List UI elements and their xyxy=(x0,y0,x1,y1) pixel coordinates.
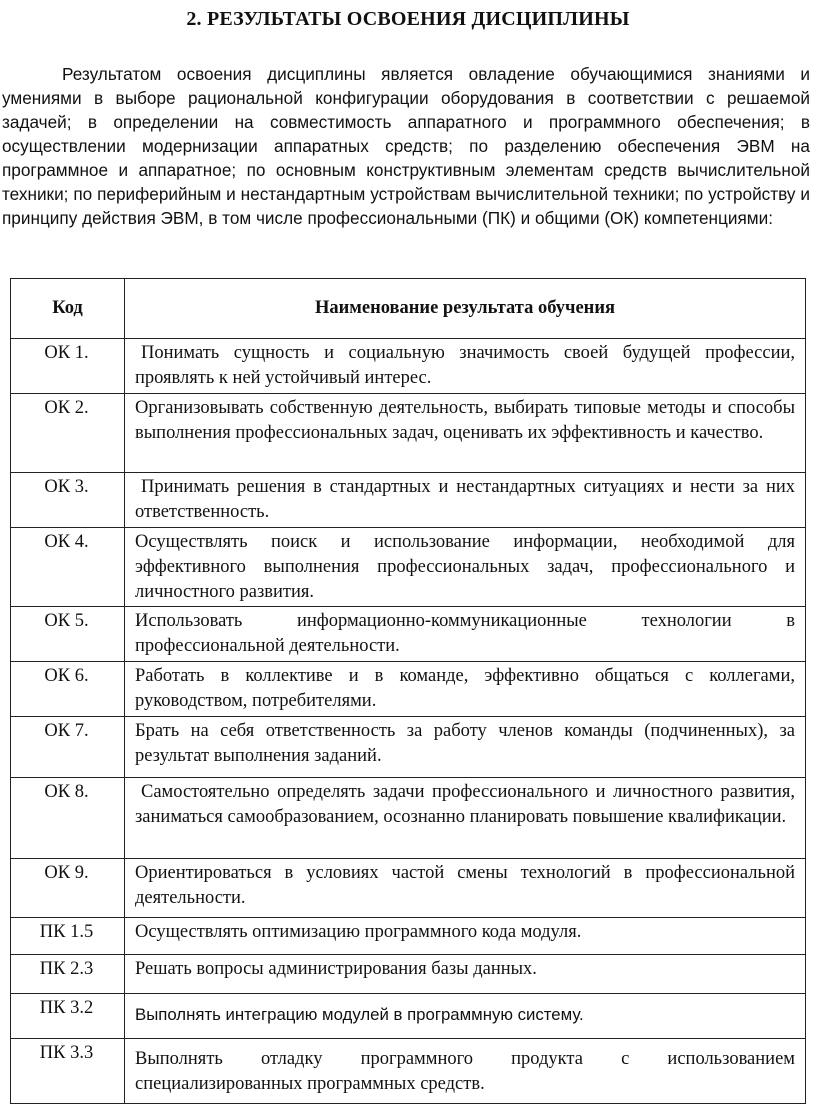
competency-code: ПК 2.3 xyxy=(11,955,125,994)
table-row xyxy=(11,662,806,717)
competency-code: ОК 1. xyxy=(11,339,125,394)
competency-description: Ориентироваться в условиях частой смены технологий в профессиональной деятельности. xyxy=(125,859,806,918)
competency-code: ПК 3.2 xyxy=(11,994,125,1039)
competency-code: ОК 3. xyxy=(11,473,125,528)
competency-description: Понимать сущность и социальную значимость своей будущей профессии, проявлять к ней устойчивый интерес. xyxy=(125,339,806,394)
table-row xyxy=(11,717,806,778)
competency-description: Выполнять интеграцию модулей в программную систему. xyxy=(125,994,806,1039)
competency-description: Брать на себя ответственность за работу членов команды (подчиненных), за результат выполнения заданий. xyxy=(125,717,806,778)
learning-results-table xyxy=(10,278,806,1104)
competency-description: Выполнять отладку программного продукта с использованием специализированных программных средств. xyxy=(125,1039,806,1104)
section-heading: 2. РЕЗУЛЬТАТЫ ОСВОЕНИЯ ДИСЦИПЛИНЫ xyxy=(186,8,630,30)
table-row xyxy=(11,394,806,473)
competency-code: ОК 7. xyxy=(11,717,125,778)
competency-code: ПК 3.3 xyxy=(11,1039,125,1104)
table-row xyxy=(11,528,806,607)
competency-description: Организовывать собственную деятельность, выбирать типовые методы и способы выполнения профессиональных задач, оценивать их эффективность и качество. xyxy=(125,394,806,473)
table-row xyxy=(11,955,806,994)
table-row xyxy=(11,339,806,394)
table-row xyxy=(11,994,806,1039)
table-row xyxy=(11,1039,806,1104)
table-row xyxy=(11,859,806,918)
competency-code: ОК 2. xyxy=(11,394,125,473)
competency-description: Работать в коллективе и в команде, эффективно общаться с коллегами, руководством, потребителями. xyxy=(125,662,806,717)
table-row xyxy=(11,607,806,662)
table-row xyxy=(11,918,806,955)
competency-description: Осуществлять поиск и использование информации, необходимой для эффективного выполнения профессиональных задач, профессионального и личностного развития. xyxy=(125,528,806,607)
competency-code: ОК 5. xyxy=(11,607,125,662)
column-header-result: Наименование результата обучения xyxy=(125,279,806,339)
competency-description: Использовать информационно-коммуникационные технологии в профессиональной деятельности. xyxy=(125,607,806,662)
competency-code: ОК 9. xyxy=(11,859,125,918)
competency-code: ОК 4. xyxy=(11,528,125,607)
competency-code: ОК 8. xyxy=(11,778,125,859)
competency-description: Осуществлять оптимизацию программного кода модуля. xyxy=(125,918,806,955)
competency-code: ОК 6. xyxy=(11,662,125,717)
competency-description: Решать вопросы администрирования базы данных. xyxy=(125,955,806,994)
column-header-code: Код xyxy=(11,279,125,339)
table-row xyxy=(11,473,806,528)
competency-description: Самостоятельно определять задачи профессионального и личностного развития, заниматься самообразованием, осознанно планировать повышение квалификации. xyxy=(125,778,806,859)
competency-description: Принимать решения в стандартных и нестандартных ситуациях и нести за них ответственность. xyxy=(125,473,806,528)
table-header-row xyxy=(11,279,806,339)
competency-code: ПК 1.5 xyxy=(11,918,125,955)
intro-paragraph: Результатом освоения дисциплины является овладение обучающимися знаниями и умениями в выборе рациональной конфигурации оборудования в соответствии с решаемой задачей; в определении на совместимость аппаратного и программного обеспечения; в осуществлении модернизации аппаратных средств; по разделению обеспечения ЭВМ на программное и аппаратное; по основным конструктивным элементам средств вычислительной техники; по периферийным и нестандартным устройствам вычислительной техники; по устройству и принципу действия ЭВМ, в том числе профессиональными (ПК) и общими (ОК) компетенциями: xyxy=(2,64,810,228)
table-row xyxy=(11,778,806,859)
